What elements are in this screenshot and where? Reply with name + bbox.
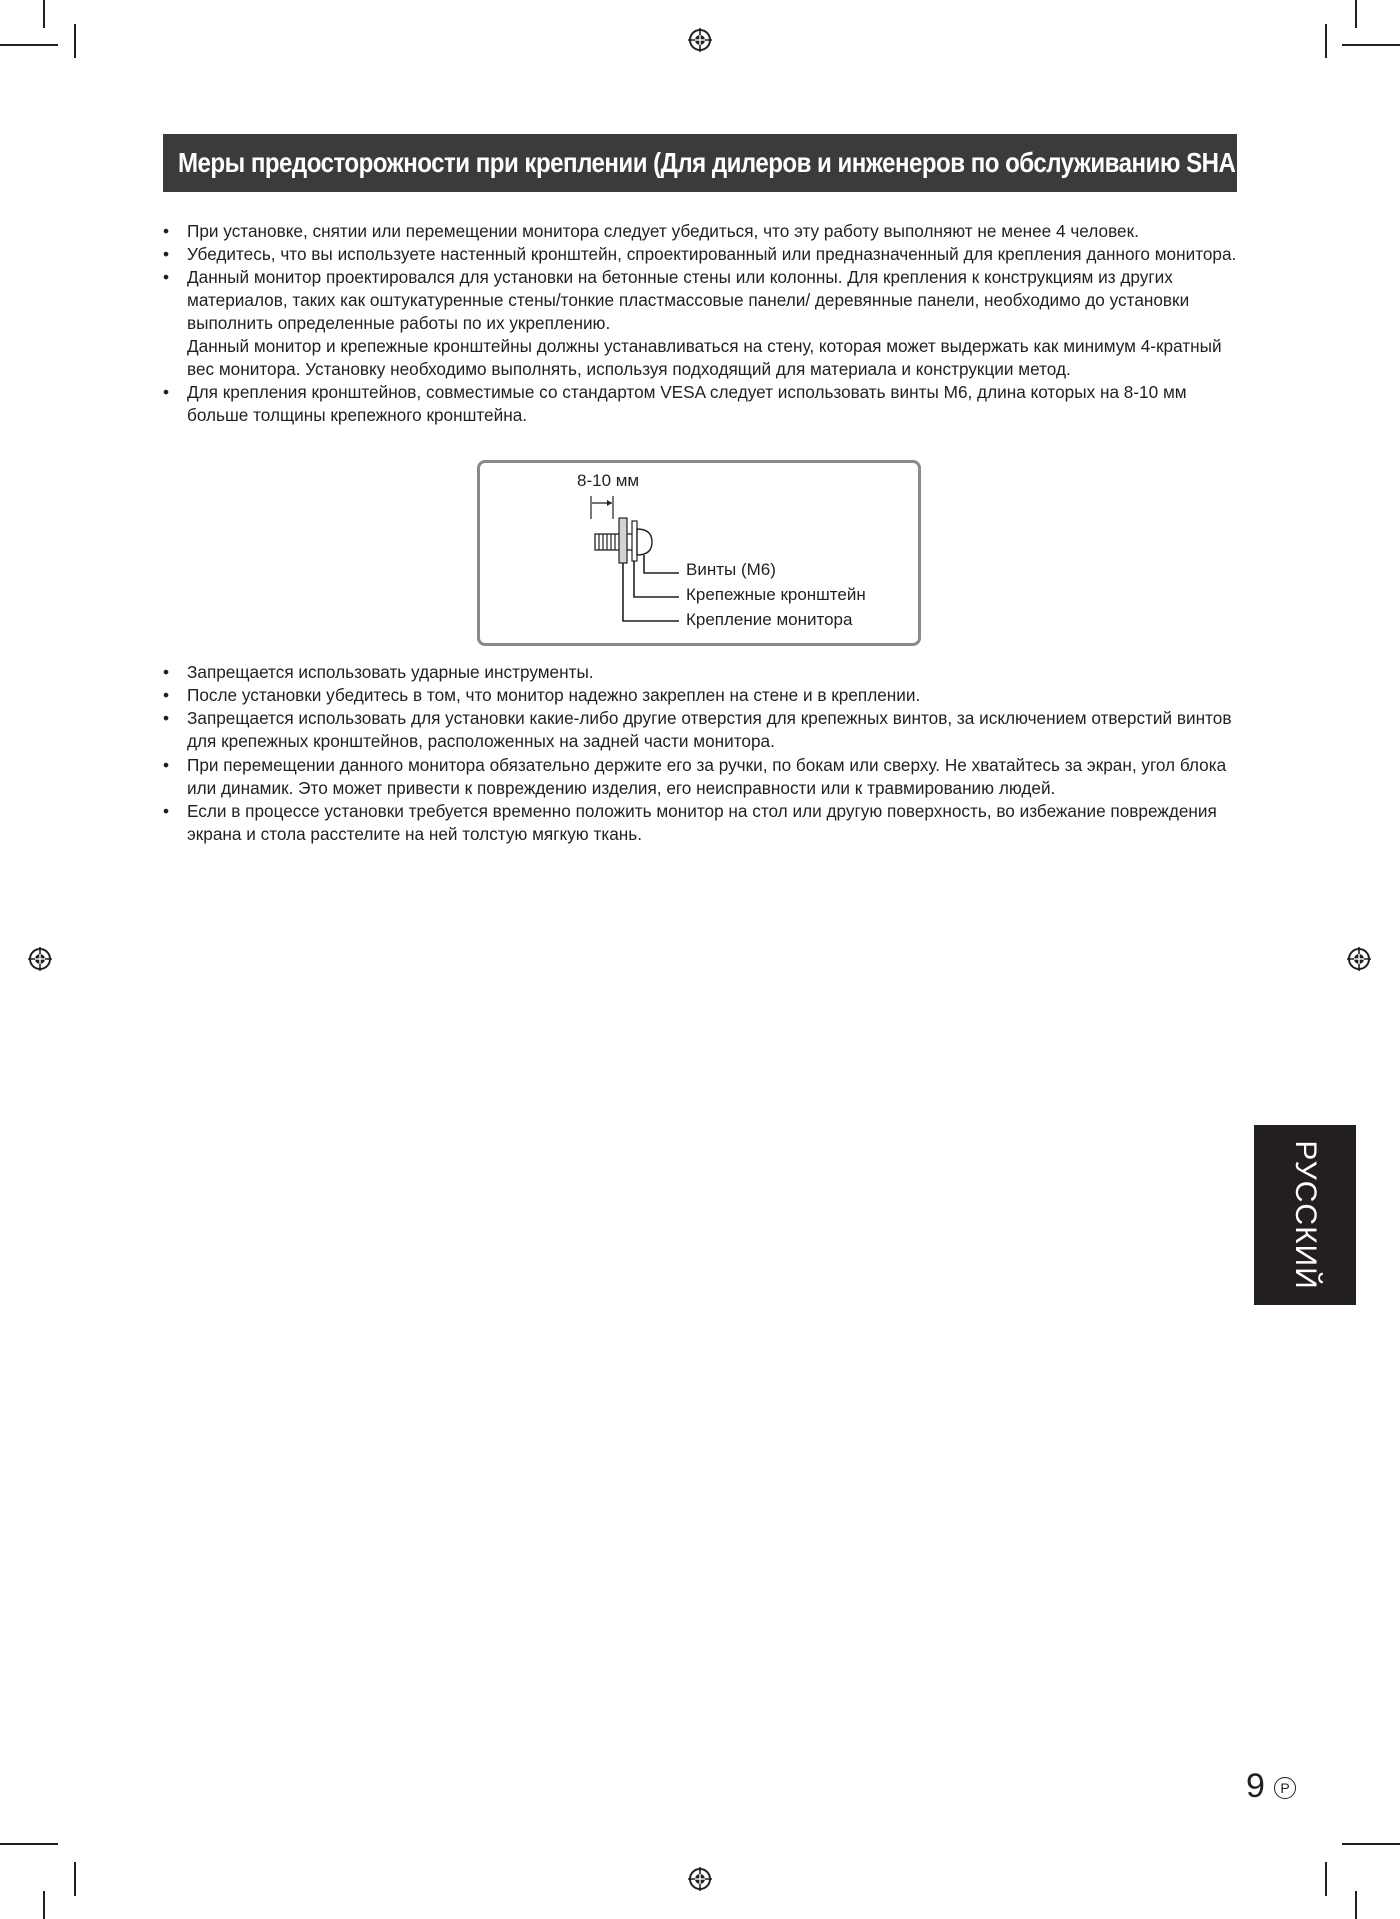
language-tab-label: РУССКИЙ bbox=[1289, 1140, 1322, 1290]
crop-mark bbox=[74, 1862, 76, 1896]
section-title-bar bbox=[163, 134, 1276, 192]
bullet-text: При перемещении данного монитора обязательно держите его за ручки, по бокам или сверху. Не хватайтесь за экран, угол блока или динамик. Это может привести к повреждению изделия, его неисправности или к травмированию людей. bbox=[187, 755, 1227, 798]
registration-mark-icon bbox=[27, 946, 53, 972]
section-title: Меры предосторожности при креплении (Для дилеров и инженеров по обслуживанию SHARP) bbox=[178, 147, 1276, 178]
bullet-item bbox=[163, 243, 1243, 266]
bullet-text: Данный монитор и крепежные кронштейны должны устанавливаться на стену, которая может выдержать как минимум 4-кратный вес монитора. Установку необходимо выполнять, используя подходящий для материала и конструкции метод. bbox=[187, 336, 1222, 379]
bullet-text: Данный монитор проектировался для установки на бетонные стены или колонны. Для крепления к конструкциям из других материалов, таких как оштукатуренные стены/тонкие пластмассовые панели/ деревянные панели, необходимо до установки выполнить определенные работы по их укреплению. bbox=[187, 267, 1190, 333]
bullet-item bbox=[163, 754, 1243, 800]
crop-mark bbox=[1342, 44, 1400, 46]
bullet-text: При установке, снятии или перемещении монитора следует убедиться, что эту работу выполняют не менее 4 человек. bbox=[187, 221, 1139, 241]
bullet-item bbox=[163, 381, 1243, 427]
bullet-dot: • bbox=[163, 755, 170, 775]
bullet-text: Для крепления кронштейнов, совместимые со стандартом VESA следует использовать винты M6, длина которых на 8-10 мм больше толщины крепежного кронштейна. bbox=[187, 382, 1187, 425]
bullet-item bbox=[163, 684, 1243, 707]
page-number: 9 bbox=[1246, 1767, 1265, 1805]
crop-mark bbox=[1342, 1843, 1400, 1845]
crop-mark bbox=[0, 44, 58, 46]
crop-mark bbox=[43, 1891, 45, 1919]
bullet-item bbox=[163, 220, 1243, 243]
screw-mounting-figure bbox=[477, 460, 921, 646]
registration-mark-icon bbox=[1346, 946, 1372, 972]
crop-mark bbox=[1355, 0, 1357, 28]
bracket-label: Крепежные кронштейн bbox=[686, 585, 866, 604]
crop-mark bbox=[74, 24, 76, 58]
bullet-dot: • bbox=[163, 382, 170, 402]
monitor-mount-label: Крепление монитора bbox=[686, 610, 853, 629]
bullet-item bbox=[163, 266, 1243, 381]
bullet-text: Убедитесь, что вы используете настенный кронштейн, спроектированный или предназначенный для крепления данного монитора. bbox=[187, 244, 1237, 264]
registration-mark-icon bbox=[687, 1866, 713, 1892]
precautions-list-bottom bbox=[163, 661, 1243, 846]
crop-mark bbox=[43, 0, 45, 28]
language-tab bbox=[1254, 1125, 1356, 1305]
bullet-dot: • bbox=[163, 267, 170, 287]
bullet-text: Запрещается использовать ударные инструменты. bbox=[187, 662, 594, 682]
bullet-dot: • bbox=[163, 221, 170, 241]
bullet-item bbox=[163, 707, 1243, 753]
crop-mark bbox=[1325, 1862, 1327, 1896]
screw-diagram bbox=[480, 463, 680, 623]
bullet-dot: • bbox=[163, 801, 170, 821]
bullet-dot: • bbox=[163, 708, 170, 728]
registration-mark-icon bbox=[687, 27, 713, 53]
bullet-text: После установки убедитесь в том, что монитор надежно закреплен на стене и в креплении. bbox=[187, 685, 921, 705]
screws-label: Винты (M6) bbox=[686, 560, 776, 579]
bullet-dot: • bbox=[163, 685, 170, 705]
bullet-dot: • bbox=[163, 662, 170, 682]
bullet-text: Если в процессе установки требуется временно положить монитор на стол или другую поверхность, во избежание повреждения экрана и стола расстелите на ней толстую мягкую ткань. bbox=[187, 801, 1217, 844]
crop-mark bbox=[1355, 1891, 1357, 1919]
page-marker: P bbox=[1274, 1777, 1296, 1799]
bullet-item bbox=[163, 800, 1243, 846]
bullet-dot: • bbox=[163, 244, 170, 264]
crop-mark bbox=[0, 1843, 58, 1845]
crop-mark bbox=[1325, 24, 1327, 58]
bullet-text: Запрещается использовать для установки какие-либо другие отверстия для крепежных винтов, за исключением отверстий винтов для крепежных кронштейнов, расположенных на задней части монитора. bbox=[187, 708, 1232, 751]
precautions-list-top bbox=[163, 220, 1243, 427]
dimension-label: 8-10 мм bbox=[577, 471, 640, 490]
bullet-item bbox=[163, 661, 1243, 684]
